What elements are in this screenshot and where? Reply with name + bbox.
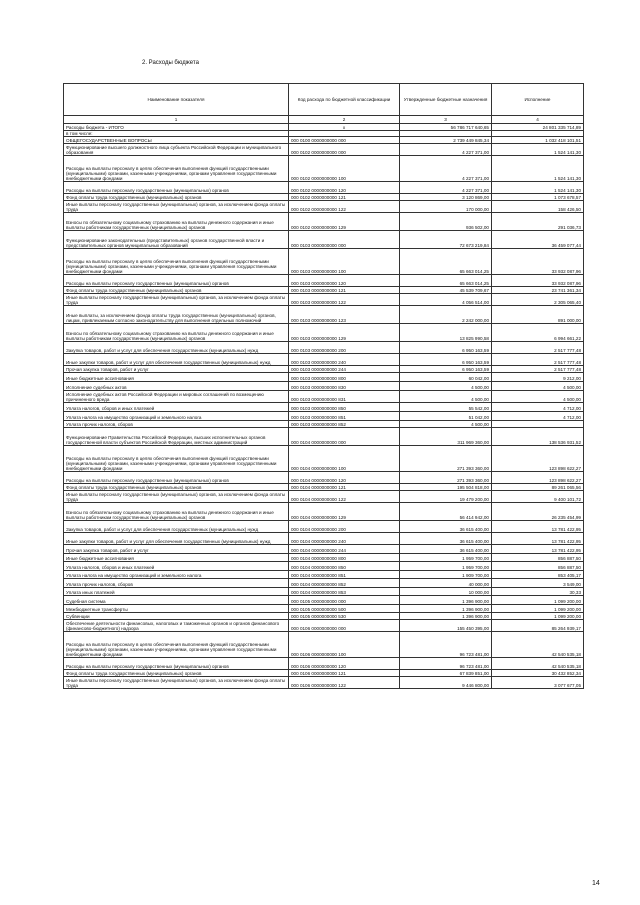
- row-name: ОБЩЕГОСУДАРСТВЕННЫЕ ВОПРОСЫ: [64, 137, 289, 144]
- row-code: 000 0104 0000000000 853: [289, 587, 400, 596]
- row-approved: 51 042,00: [400, 412, 492, 421]
- row-name: Уплата налога на имущество организаций и земельного налога: [64, 412, 289, 421]
- row-name: Уплата налога на имущество организаций и земельного налога: [64, 570, 289, 579]
- table-row: [64, 194, 584, 201]
- row-approved: 56 414 942,00: [400, 503, 492, 521]
- table-row: [64, 382, 584, 391]
- row-name: Иные выплаты персоналу государственных (муниципальных) органов, за исключением фонда оплаты труда: [64, 491, 289, 503]
- table-row: [64, 491, 584, 503]
- row-executed: 891 000,00: [492, 306, 584, 324]
- row-name: Закупка товаров, работ и услуг для обеспечения государственных (муниципальных) нужд: [64, 342, 289, 354]
- row-executed: 2 517 777,48: [492, 366, 584, 373]
- row-code: 000 0100 0000000000 000: [289, 137, 400, 144]
- column-number-row: [64, 116, 584, 124]
- table-row: [64, 604, 584, 613]
- row-code: 000 0103 0000000000 129: [289, 324, 400, 342]
- table-row: [64, 156, 584, 182]
- table-row: [64, 213, 584, 231]
- row-approved: 72 673 219,84: [400, 231, 492, 249]
- row-name: Исполнение судебных актов Российской Федерации и мировых соглашений по возмещению причиненного вреда: [64, 391, 289, 403]
- row-code: 000 0106 0000000000 122: [289, 677, 400, 689]
- row-name: Субвенции: [64, 613, 289, 620]
- row-approved: 36 615 400,00: [400, 533, 492, 545]
- page-number: 14: [592, 880, 600, 887]
- row-code: 000 0103 0000000000 244: [289, 366, 400, 373]
- row-approved: 1 396 900,00: [400, 613, 492, 620]
- table-row: [64, 587, 584, 596]
- row-code: 000 0103 0000000000 121: [289, 287, 400, 294]
- table-row: [64, 354, 584, 366]
- row-name: Расходы на выплаты персоналу в целях обеспечения выполнения функций государственными (муниципальными) органами, казенными учреждениями, органами управления государственными внебюджетными фондами: [64, 632, 289, 658]
- row-name: в том числе:: [64, 131, 289, 137]
- row-approved: 4 500,00: [400, 421, 492, 428]
- row-name: Уплата прочих налогов, сборов: [64, 421, 289, 428]
- row-approved: 1 959 700,00: [400, 553, 492, 562]
- row-executed: 1 524 141,30: [492, 144, 584, 156]
- table-row: [64, 484, 584, 491]
- table-row: [64, 249, 584, 275]
- row-name: Уплата налогов, сборов и иных платежей: [64, 403, 289, 412]
- row-name: Расходы бюджета - ИТОГО: [64, 124, 289, 131]
- row-executed: 13 781 422,95: [492, 533, 584, 545]
- row-executed: 2 305 065,40: [492, 294, 584, 306]
- row-executed: 85 264 939,17: [492, 620, 584, 632]
- row-approved: 13 825 990,58: [400, 324, 492, 342]
- row-approved: 19 479 200,00: [400, 491, 492, 503]
- column-number: 2: [289, 116, 400, 124]
- row-executed: 4 712,00: [492, 412, 584, 421]
- row-code: 000 0104 0000000000 120: [289, 472, 400, 484]
- row-name: Иные выплаты персоналу государственных (муниципальных) органов, за исключением фонда оплаты труда: [64, 294, 289, 306]
- row-executed: 1 099 200,00: [492, 613, 584, 620]
- row-code: 000 0103 0000000000 100: [289, 249, 400, 275]
- row-executed: 13 781 422,95: [492, 521, 584, 533]
- row-name: Иные выплаты персоналу государственных (муниципальных) органов, за исключением фонда оплаты труда: [64, 677, 289, 689]
- row-name: Функционирование высшего должностного лица субъекта Российской Федерации и муниципального образования: [64, 144, 289, 156]
- row-name: Иные закупки товаров, работ и услуг для обеспечения государственных (муниципальных) нужд: [64, 533, 289, 545]
- table-row: [64, 306, 584, 324]
- row-executed: 89 261 065,56: [492, 484, 584, 491]
- header-indicator-name: Наименование показателя: [64, 84, 289, 116]
- row-code: 000 0106 0000000000 121: [289, 670, 400, 677]
- row-approved: 2 739 449 845,34: [400, 137, 492, 144]
- row-approved: 4 500,00: [400, 391, 492, 403]
- row-code: x: [289, 124, 400, 131]
- row-code: 000 0103 0000000000 123: [289, 306, 400, 324]
- row-code: 000 0103 0000000000 852: [289, 421, 400, 428]
- row-code: 000 0105 0000000000 500: [289, 604, 400, 613]
- row-code: 000 0102 0000000000 122: [289, 201, 400, 213]
- row-code: 000 0103 0000000000 831: [289, 391, 400, 403]
- row-name: Иные бюджетные ассигнования: [64, 553, 289, 562]
- row-code: 000 0104 0000000000 121: [289, 484, 400, 491]
- column-number: 4: [492, 116, 584, 124]
- row-name: Расходы на выплаты персоналу государственных (муниципальных) органов: [64, 275, 289, 287]
- row-code: 000 0103 0000000000 000: [289, 231, 400, 249]
- row-code: 000 0104 0000000000 122: [289, 491, 400, 503]
- row-name: Расходы на выплаты персоналу в целях обеспечения выполнения функций государственными (муниципальными) органами, казенными учреждениями, органами управления государственными внебюджетными фондами: [64, 156, 289, 182]
- table-row: [64, 342, 584, 354]
- table-row: [64, 412, 584, 421]
- table-row: [64, 521, 584, 533]
- row-name: Взносы по обязательному социальному страхованию на выплаты денежного содержания и иные выплаты работникам государственных (муниципальных) органов: [64, 324, 289, 342]
- row-name: Расходы на выплаты персоналу государственных (муниципальных) органов: [64, 658, 289, 670]
- table-row: [64, 294, 584, 306]
- row-code: 000 0104 0000000000 800: [289, 553, 400, 562]
- table-row: [64, 421, 584, 428]
- row-approved: 36 615 400,00: [400, 545, 492, 554]
- row-approved: 6 950 163,59: [400, 354, 492, 366]
- row-code: 000 0104 0000000000 200: [289, 521, 400, 533]
- header-approved-amount: Утвержденные бюджетные назначения: [400, 84, 492, 116]
- table-row: [64, 570, 584, 579]
- table-row: [64, 231, 584, 249]
- row-executed: 4 712,00: [492, 403, 584, 412]
- row-code: 000 0104 0000000000 850: [289, 562, 400, 571]
- row-code: 000 0102 0000000000 120: [289, 182, 400, 194]
- header-expense-code: Код расхода по бюджетной классификации: [289, 84, 400, 116]
- row-code: 000 0103 0000000000 800: [289, 373, 400, 382]
- row-name: Исполнение судебных актов: [64, 382, 289, 391]
- row-code: 000 0103 0000000000 850: [289, 403, 400, 412]
- row-approved: 60 042,00: [400, 373, 492, 382]
- table-row: [64, 403, 584, 412]
- row-name: Функционирование законодательных (представительных) органов государственной власти и представительных органов муниципальных образований: [64, 231, 289, 249]
- row-executed: 33 932 087,96: [492, 275, 584, 287]
- row-name: Прочая закупка товаров, работ и услуг: [64, 545, 289, 554]
- row-code: 000 0104 0000000000 240: [289, 533, 400, 545]
- row-approved: 4 227 371,00: [400, 156, 492, 182]
- row-approved: 936 502,00: [400, 213, 492, 231]
- row-name: Закупка товаров, работ и услуг для обеспечения государственных (муниципальных) нужд: [64, 521, 289, 533]
- row-approved: 6 950 163,59: [400, 366, 492, 373]
- row-code: 000 0104 0000000000 852: [289, 579, 400, 588]
- row-name: Расходы на выплаты персоналу государственных (муниципальных) органов: [64, 472, 289, 484]
- row-executed: 13 781 422,95: [492, 545, 584, 554]
- row-executed: 138 536 931,52: [492, 428, 584, 446]
- row-approved: 55 542,00: [400, 403, 492, 412]
- row-executed: 853 405,17: [492, 570, 584, 579]
- row-name: Иные закупки товаров, работ и услуг для обеспечения государственных (муниципальных) нужд: [64, 354, 289, 366]
- row-approved: 1 909 700,00: [400, 570, 492, 579]
- row-name: Фонд оплаты труда государственных (муниципальных) органов: [64, 484, 289, 491]
- row-executed: 24 801 335 714,89: [492, 124, 584, 131]
- row-approved: 4 500,00: [400, 382, 492, 391]
- row-executed: 4 500,00: [492, 391, 584, 403]
- row-code: 000 0103 0000000000 851: [289, 412, 400, 421]
- row-executed: 856 887,50: [492, 562, 584, 571]
- table-row: [64, 562, 584, 571]
- row-executed: 856 887,50: [492, 553, 584, 562]
- row-code: 000 0103 0000000000 122: [289, 294, 400, 306]
- column-number: 1: [64, 116, 289, 124]
- row-name: Иные бюджетные ассигнования: [64, 373, 289, 382]
- row-code: 000 0102 0000000000 000: [289, 144, 400, 156]
- row-code: 000 0102 0000000000 100: [289, 156, 400, 182]
- row-approved: 96 723 481,00: [400, 658, 492, 670]
- row-name: Межбюджетные трансферты: [64, 604, 289, 613]
- row-executed: 26 235 454,99: [492, 503, 584, 521]
- row-code: 000 0104 0000000000 851: [289, 570, 400, 579]
- table-row: [64, 182, 584, 194]
- row-name: Прочая закупка товаров, работ и услуг: [64, 366, 289, 373]
- row-name: Иные выплаты, за исключением фонда оплаты труда государственных (муниципальных) органов, лицам, привлекаемым согласно законодательству для выполнения отдельных полномочий: [64, 306, 289, 324]
- table-row: [64, 324, 584, 342]
- table-body: [64, 124, 584, 689]
- row-approved: 1 959 700,00: [400, 562, 492, 571]
- row-approved: 56 786 717 640,65: [400, 124, 492, 131]
- table-row: [64, 545, 584, 554]
- table-row: [64, 428, 584, 446]
- row-approved: 155 450 395,00: [400, 620, 492, 632]
- row-code: 000 0104 0000000000 100: [289, 446, 400, 472]
- row-executed: 291 036,73: [492, 213, 584, 231]
- row-executed: 1 099 200,00: [492, 596, 584, 605]
- row-approved: 271 393 360,00: [400, 446, 492, 472]
- table-row: [64, 677, 584, 689]
- table-row: [64, 596, 584, 605]
- row-approved: 65 663 014,25: [400, 275, 492, 287]
- row-code: 000 0106 0000000000 000: [289, 620, 400, 632]
- row-approved: 65 663 014,25: [400, 249, 492, 275]
- column-number: 3: [400, 116, 492, 124]
- row-executed: 36 459 077,44: [492, 231, 584, 249]
- table-row: [64, 144, 584, 156]
- row-executed: [492, 421, 584, 428]
- row-approved: 1 396 900,00: [400, 604, 492, 613]
- row-approved: 96 723 481,00: [400, 632, 492, 658]
- table-row: [64, 391, 584, 403]
- row-executed: 2 517 777,48: [492, 354, 584, 366]
- row-executed: 9 400 101,72: [492, 491, 584, 503]
- row-name: Уплата иных платежей: [64, 587, 289, 596]
- row-code: 000 0106 0000000000 100: [289, 632, 400, 658]
- row-executed: 3 549,00: [492, 579, 584, 588]
- row-name: Фонд оплаты труда государственных (муниципальных) органов: [64, 670, 289, 677]
- row-code: 000 0105 0000000000 530: [289, 613, 400, 620]
- row-code: 000 0106 0000000000 120: [289, 658, 400, 670]
- row-code: 000 0104 0000000000 000: [289, 428, 400, 446]
- row-approved: 271 393 360,00: [400, 472, 492, 484]
- table-row: [64, 533, 584, 545]
- row-approved: 4 227 371,00: [400, 144, 492, 156]
- row-name: Уплата прочих налогов, сборов: [64, 579, 289, 588]
- row-approved: 170 000,00: [400, 201, 492, 213]
- row-name: Функционирование Правительства Российской Федерации, высших исполнительных органов государственной власти субъектов Российской Федерации, местных администраций: [64, 428, 289, 446]
- table-row: [64, 366, 584, 373]
- row-name: Взносы по обязательному социальному страхованию на выплаты денежного содержания и иные выплаты работникам государственных (муниципальных) органов: [64, 503, 289, 521]
- row-executed: 1 073 678,57: [492, 194, 584, 201]
- row-code: 000 0103 0000000000 200: [289, 342, 400, 354]
- header-execution: Исполнение: [492, 84, 584, 116]
- table-row: [64, 632, 584, 658]
- table-row: [64, 124, 584, 131]
- table-row: [64, 613, 584, 620]
- table-row: [64, 670, 584, 677]
- row-executed: 1 099 200,00: [492, 604, 584, 613]
- row-approved: 195 504 818,00: [400, 484, 492, 491]
- row-approved: 4 227 371,00: [400, 182, 492, 194]
- row-name: Уплата налогов, сборов и иных платежей: [64, 562, 289, 571]
- row-name: Обеспечение деятельности финансовых, налоговых и таможенных органов и органов финансового (финансово-бюджетного) надзора: [64, 620, 289, 632]
- row-code: 000 0105 0000000000 000: [289, 596, 400, 605]
- row-code: 000 0102 0000000000 121: [289, 194, 400, 201]
- row-executed: 6 994 661,22: [492, 324, 584, 342]
- row-executed: 1 524 141,30: [492, 156, 584, 182]
- row-approved: 1 396 900,00: [400, 596, 492, 605]
- table-row: [64, 201, 584, 213]
- row-approved: 4 056 514,00: [400, 294, 492, 306]
- table-row: [64, 446, 584, 472]
- row-approved: 45 539 709,67: [400, 287, 492, 294]
- table-row: [64, 503, 584, 521]
- row-code: 000 0104 0000000000 244: [289, 545, 400, 554]
- row-executed: 9 212,00: [492, 373, 584, 382]
- row-approved: 3 120 869,00: [400, 194, 492, 201]
- row-name: Судебная система: [64, 596, 289, 605]
- row-approved: 67 839 851,00: [400, 670, 492, 677]
- row-name: Фонд оплаты труда государственных (муниципальных) органов: [64, 287, 289, 294]
- row-name: Фонд оплаты труда государственных (муниципальных) органов: [64, 194, 289, 201]
- row-approved: 311 969 360,00: [400, 428, 492, 446]
- row-approved: 6 950 163,59: [400, 342, 492, 354]
- row-executed: 3 077 677,05: [492, 677, 584, 689]
- table-header-row: [64, 84, 584, 116]
- row-code: 000 0102 0000000000 129: [289, 213, 400, 231]
- table-row: [64, 472, 584, 484]
- row-executed: 123 898 622,27: [492, 472, 584, 484]
- row-code: 000 0103 0000000000 120: [289, 275, 400, 287]
- table-row: [64, 553, 584, 562]
- row-name: Взносы по обязательному социальному страхованию на выплаты денежного содержания и иные выплаты работникам государственных (муниципальных) органов: [64, 213, 289, 231]
- budget-expenses-table: [63, 83, 584, 689]
- row-executed: 4 500,00: [492, 382, 584, 391]
- row-code: 000 0104 0000000000 129: [289, 503, 400, 521]
- row-approved: 40 000,00: [400, 579, 492, 588]
- row-approved: 2 242 000,00: [400, 306, 492, 324]
- table-row: [64, 620, 584, 632]
- row-approved: 9 446 800,00: [400, 677, 492, 689]
- table-row: [64, 287, 584, 294]
- row-executed: 1 032 418 101,51: [492, 137, 584, 144]
- row-executed: 42 540 535,18: [492, 632, 584, 658]
- row-executed: 30 432 852,34: [492, 670, 584, 677]
- row-executed: 158 426,50: [492, 201, 584, 213]
- table-row: [64, 658, 584, 670]
- section-title: 2. Расходы бюджета: [142, 60, 199, 66]
- row-executed: 123 898 622,27: [492, 446, 584, 472]
- row-code: 000 0103 0000000000 830: [289, 382, 400, 391]
- table-row: [64, 275, 584, 287]
- row-code: 000 0103 0000000000 240: [289, 354, 400, 366]
- table-row: [64, 579, 584, 588]
- row-approved: 10 000,00: [400, 587, 492, 596]
- row-name: Расходы на выплаты персоналу государственных (муниципальных) органов: [64, 182, 289, 194]
- row-name: Расходы на выплаты персоналу в целях обеспечения выполнения функций государственными (муниципальными) органами, казенными учреждениями, органами управления государственными внебюджетными фондами: [64, 446, 289, 472]
- row-executed: 2 517 777,48: [492, 342, 584, 354]
- row-executed: 33 932 087,96: [492, 249, 584, 275]
- row-executed: 30,33: [492, 587, 584, 596]
- row-executed: 23 741 361,34: [492, 287, 584, 294]
- table-row: [64, 373, 584, 382]
- row-executed: 1 524 141,30: [492, 182, 584, 194]
- row-name: Расходы на выплаты персоналу в целях обеспечения выполнения функций государственными (муниципальными) органами, казенными учреждениями, органами управления государственными внебюджетными фондами: [64, 249, 289, 275]
- row-name: Иные выплаты персоналу государственных (муниципальных) органов, за исключением фонда оплаты труда: [64, 201, 289, 213]
- row-approved: 36 615 400,00: [400, 521, 492, 533]
- table-row: [64, 137, 584, 144]
- row-executed: 42 540 535,18: [492, 658, 584, 670]
